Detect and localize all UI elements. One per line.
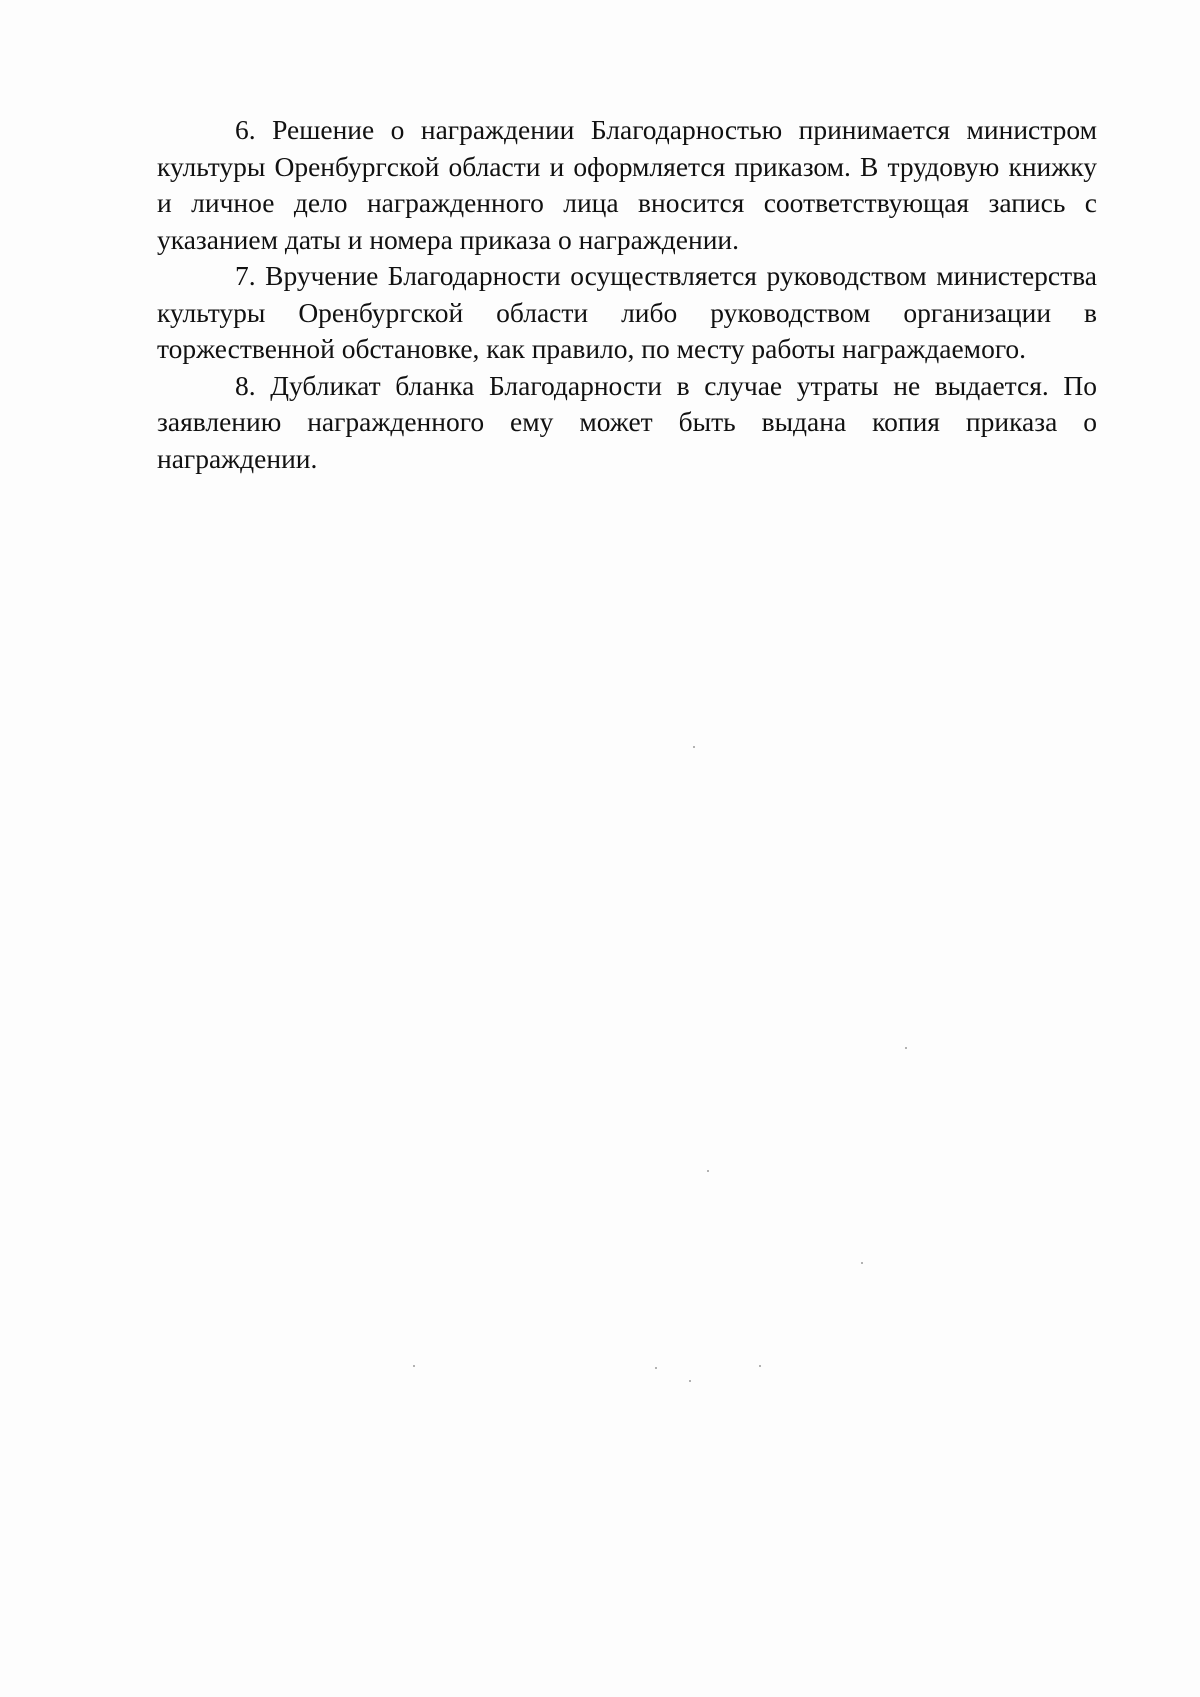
paragraph-7: 7. Вручение Благодарности осуществляется руководством министерства культуры Оренбургской области либо руководством организации в торжественной обстановке, как правило, по месту работы награждаемого. xyxy=(157,260,1097,364)
scan-speck xyxy=(707,1170,709,1172)
scan-speck xyxy=(655,1367,657,1369)
scan-speck xyxy=(693,746,695,748)
scan-speck xyxy=(689,1380,691,1382)
paragraph-8: 8. Дубликат бланка Благодарности в случае утраты не выдается. По заявлению награжденного ему может быть выдана копия приказа о награждении. xyxy=(157,369,1097,474)
scan-speck xyxy=(861,1262,863,1264)
document-body xyxy=(157,112,1097,477)
scan-speck xyxy=(759,1365,761,1367)
scan-speck xyxy=(905,1047,907,1049)
scan-speck xyxy=(413,1365,415,1367)
paragraph-6: 6. Решение о награждении Благодарностью принимается министром культуры Оренбургской области и оформляется приказом. В трудовую книжку и личное дело награжденного лица вносится соответствующая запись с указанием даты и номера приказа о награждении. xyxy=(157,114,1097,255)
